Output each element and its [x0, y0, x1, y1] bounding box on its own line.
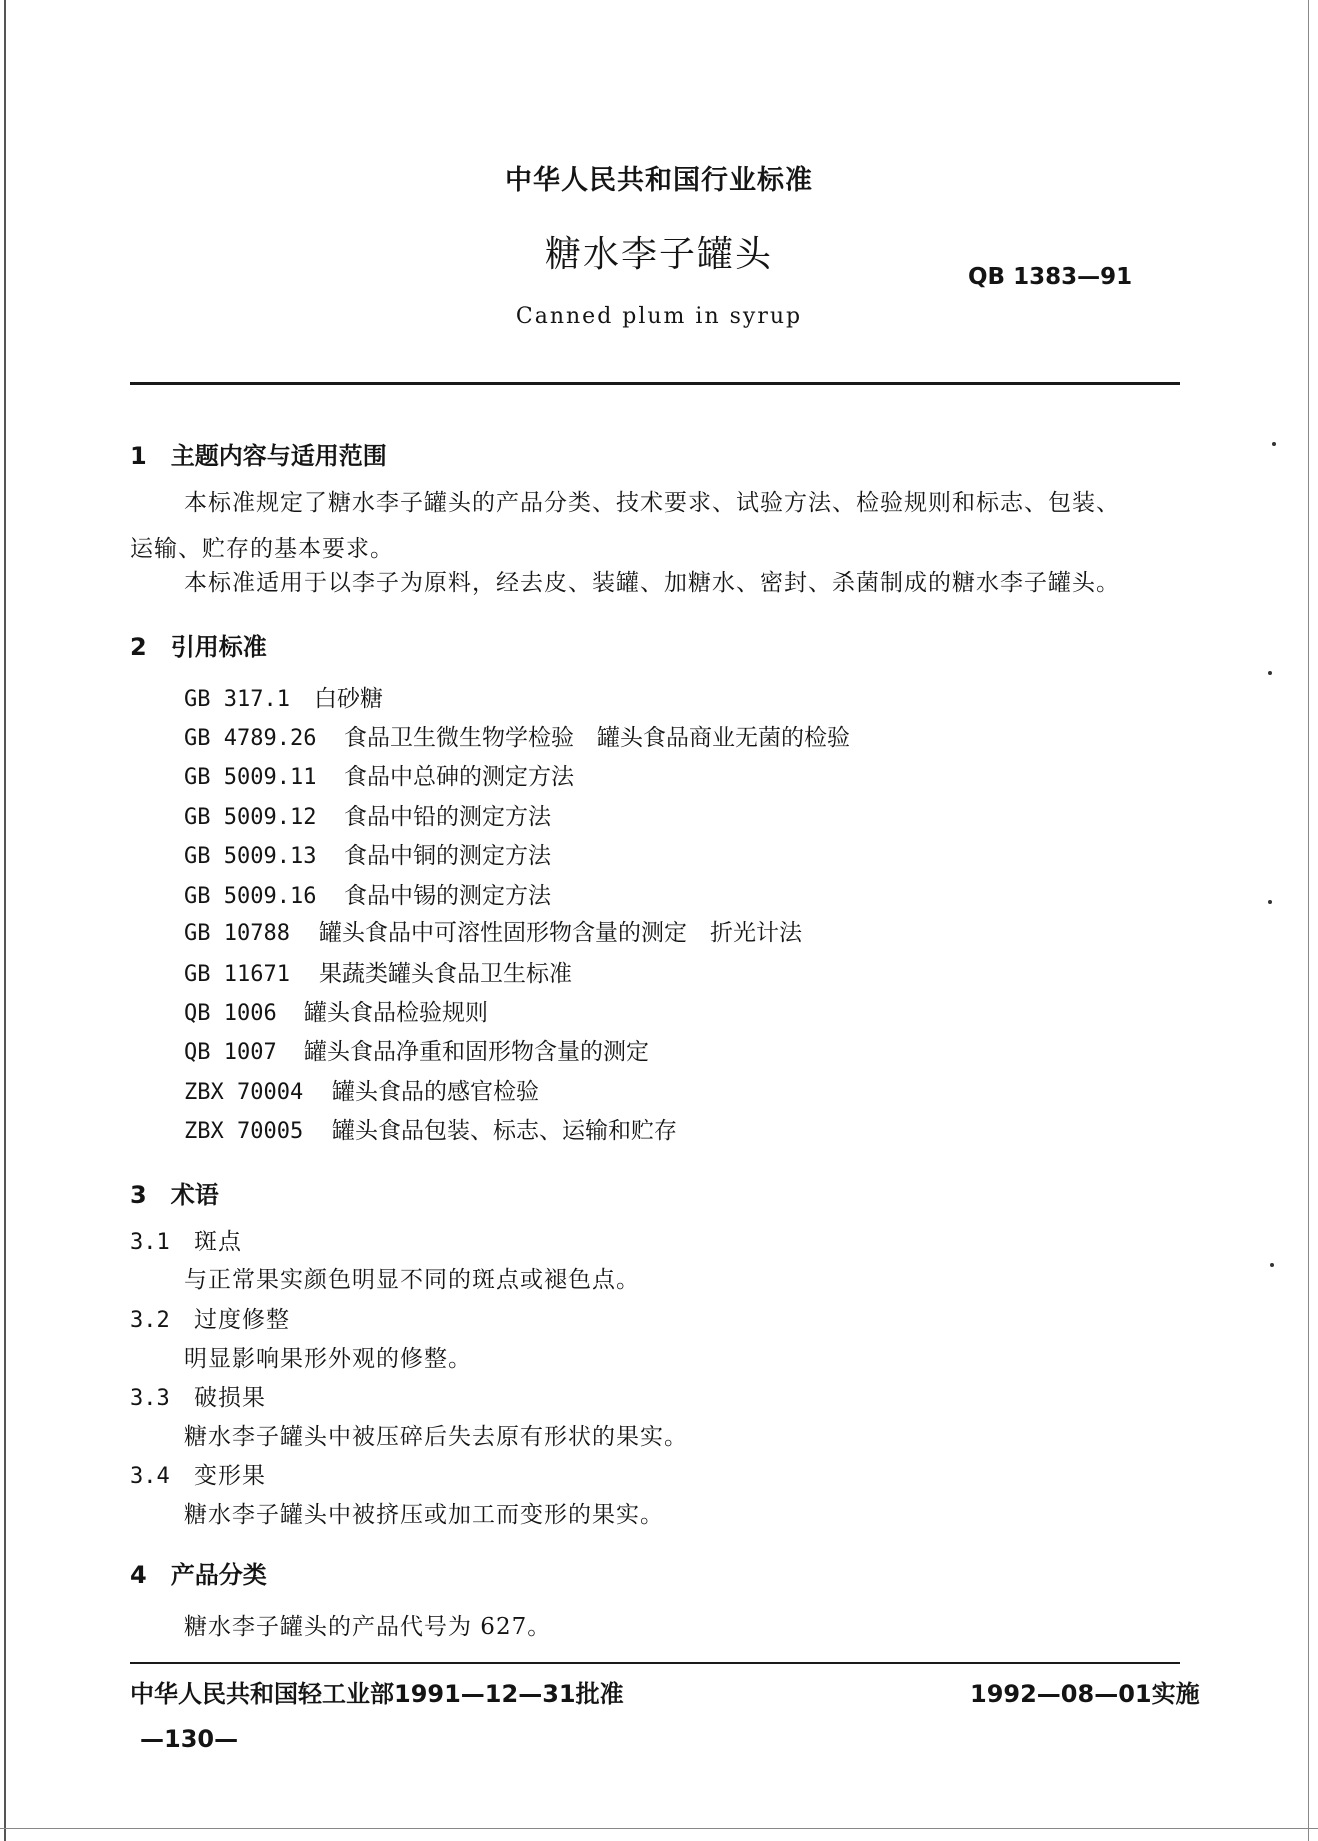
reference-title: 罐头食品中可溶性固形物含量的测定 折光计法 [319, 920, 802, 946]
reference-item [184, 837, 551, 870]
section-1-para-2: 本标准适用于以李子为原料，经去皮、装罐、加糖水、密封、杀菌制成的糖水李子罐头。 [184, 570, 1120, 596]
reference-item [184, 1073, 539, 1106]
term-number: 3.1 [130, 1230, 170, 1255]
scan-bottom-edge [0, 1828, 1318, 1829]
term-definition: 与正常果实颜色明显不同的斑点或褪色点。 [184, 1267, 640, 1293]
reference-code: ZBX 70005 [184, 1119, 304, 1144]
reference-title: 罐头食品检验规则 [304, 1000, 488, 1026]
term-number: 3.3 [130, 1386, 170, 1411]
scan-speck [1268, 900, 1272, 904]
reference-title: 罐头食品净重和固形物含量的测定 [304, 1039, 649, 1065]
term-heading [130, 1223, 242, 1256]
reference-item [184, 798, 551, 831]
document-title-cn: 糖水李子罐头 [544, 234, 773, 275]
reference-item [184, 955, 572, 988]
reference-title: 白砂糖 [314, 686, 383, 712]
reference-code: GB 5009.13 [184, 844, 317, 869]
term-name: 变形果 [194, 1463, 266, 1489]
reference-title: 食品中铜的测定方法 [344, 843, 551, 869]
term-heading [130, 1379, 266, 1412]
term-name: 破损果 [194, 1385, 266, 1411]
term-name: 斑点 [194, 1229, 242, 1255]
reference-item [184, 1033, 649, 1066]
reference-item [184, 994, 488, 1027]
standard-number: QB 1383—91 [968, 264, 1133, 290]
approval-date: 中华人民共和国轻工业部1991—12—31批准 [130, 1680, 624, 1708]
reference-code: QB 1006 [184, 1001, 277, 1026]
reference-code: GB 5009.11 [184, 765, 317, 790]
reference-code: GB 11671 [184, 962, 290, 987]
section-3-heading: 3 术语 [130, 1181, 219, 1209]
reference-item [184, 914, 802, 947]
term-heading [130, 1301, 290, 1334]
term-heading [130, 1457, 266, 1490]
scan-speck [1270, 1263, 1274, 1267]
footer-rule [130, 1662, 1180, 1664]
reference-item [184, 758, 574, 791]
header-rule [130, 382, 1180, 385]
reference-code: GB 5009.16 [184, 884, 317, 909]
section-2-heading: 2 引用标准 [130, 633, 267, 661]
reference-item [184, 719, 850, 752]
reference-item [184, 877, 551, 910]
reference-title: 食品中铅的测定方法 [344, 804, 551, 830]
reference-code: ZBX 70004 [184, 1080, 304, 1105]
reference-title: 罐头食品的感官检验 [332, 1079, 539, 1105]
reference-code: GB 317.1 [184, 687, 290, 712]
section-1-para-1-line-1: 本标准规定了糖水李子罐头的产品分类、技术要求、试验方法、检验规则和标志、包装、 [184, 490, 1120, 516]
term-name: 过度修整 [194, 1307, 290, 1333]
document-title-en: Canned plum in syrup [515, 304, 803, 329]
reference-code: QB 1007 [184, 1040, 277, 1065]
section-1-heading: 1 主题内容与适用范围 [130, 442, 387, 470]
term-number: 3.4 [130, 1464, 170, 1489]
term-number: 3.2 [130, 1308, 170, 1333]
reference-title: 罐头食品包装、标志、运输和贮存 [332, 1118, 677, 1144]
standard-organization: 中华人民共和国行业标准 [505, 165, 813, 196]
reference-code: GB 4789.26 [184, 726, 317, 751]
reference-title: 果蔬类罐头食品卫生标准 [319, 961, 572, 987]
section-4-para: 糖水李子罐头的产品代号为 627。 [184, 1614, 552, 1640]
reference-title: 食品中总砷的测定方法 [344, 764, 574, 790]
reference-title: 食品中锡的测定方法 [344, 883, 551, 909]
reference-code: GB 5009.12 [184, 805, 317, 830]
reference-item [184, 1112, 677, 1145]
section-4-heading: 4 产品分类 [130, 1561, 267, 1589]
term-definition: 糖水李子罐头中被挤压或加工而变形的果实。 [184, 1502, 664, 1528]
term-definition: 明显影响果形外观的修整。 [184, 1346, 472, 1372]
page-number: —130— [140, 1725, 239, 1753]
section-1-para-1-line-2: 运输、贮存的基本要求。 [130, 536, 394, 562]
effective-date: 1992—08—01实施 [970, 1680, 1200, 1708]
reference-item [184, 680, 383, 713]
scan-speck [1268, 671, 1272, 675]
scan-speck [1272, 442, 1276, 446]
term-definition: 糖水李子罐头中被压碎后失去原有形状的果实。 [184, 1424, 688, 1450]
reference-title: 食品卫生微生物学检验 罐头食品商业无菌的检验 [344, 725, 850, 751]
reference-code: GB 10788 [184, 921, 290, 946]
